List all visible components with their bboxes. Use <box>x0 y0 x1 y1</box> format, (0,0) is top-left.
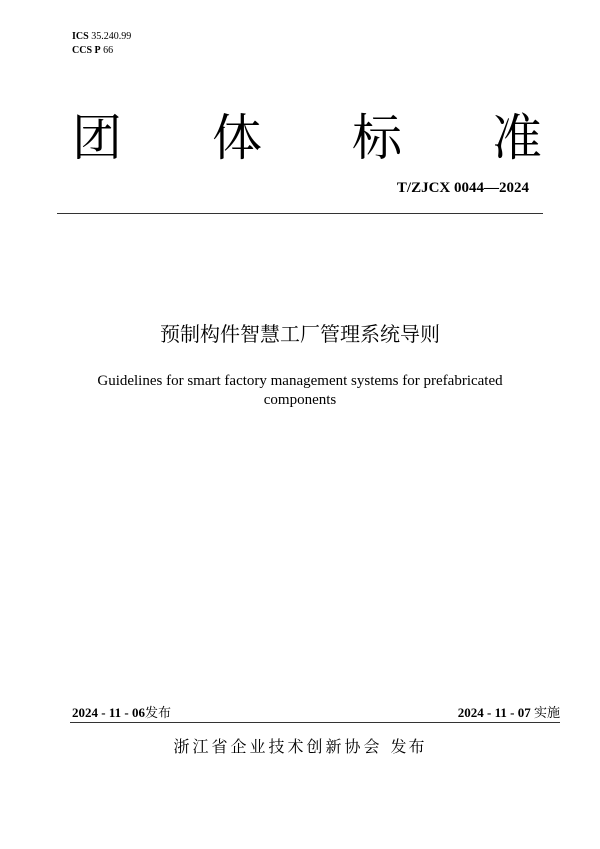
publish-date <box>72 702 171 721</box>
header-divider <box>57 213 543 214</box>
publisher-suffix: 发布 <box>390 737 427 756</box>
ccs-code: CCS P 66 <box>72 45 114 56</box>
standard-type-char: 体 <box>212 110 262 166</box>
document-title-en <box>70 372 530 410</box>
ics-code: ICS 35.240.99 <box>72 31 132 42</box>
footer-divider <box>70 722 560 723</box>
effective-date-value: 2024 - 11 - 07 <box>457 705 531 720</box>
standard-type-char: 准 <box>492 110 542 166</box>
classification-codes <box>72 30 131 58</box>
effective-label: 实施 <box>533 706 560 721</box>
standard-number: T/ZJCX 0044—2024 <box>396 180 529 196</box>
publisher <box>0 734 600 757</box>
effective-date <box>458 702 560 721</box>
title-en-line: components <box>263 392 337 408</box>
standard-type-char: 团 <box>72 110 122 166</box>
publish-label: 发布 <box>144 706 171 721</box>
publish-date-value: 2024 - 11 - 06 <box>72 705 145 720</box>
document-title-cn: 预制构件智慧工厂管理系统导则 <box>160 322 440 346</box>
title-en-line: Guidelines for smart factory management systems for prefabricated <box>97 373 503 389</box>
publisher-name: 浙江省企业技术创新协会 <box>173 737 383 756</box>
standard-type-heading <box>72 104 542 164</box>
standard-type-char: 标 <box>352 110 402 166</box>
